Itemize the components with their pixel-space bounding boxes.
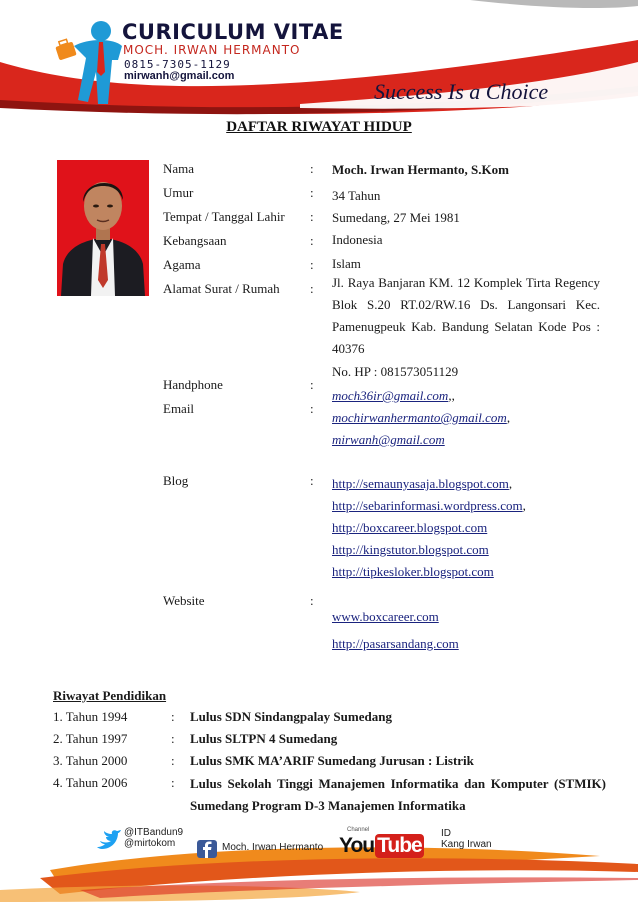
agama-label: Agama bbox=[163, 257, 201, 272]
header-title: CURICULUM VITAE bbox=[122, 20, 344, 44]
footer-banner bbox=[0, 820, 638, 902]
blog-link-1-trail: , bbox=[508, 476, 513, 491]
blog-label: Blog bbox=[163, 473, 189, 488]
nama-separator: : bbox=[310, 161, 314, 176]
facebook-name: Moch. Irwan Hermanto bbox=[222, 842, 324, 853]
document-title: DAFTAR RIWAYAT HIDUP bbox=[226, 119, 412, 135]
email-link-1[interactable]: moch36ir@gmail.com,, bbox=[332, 388, 455, 403]
kebangsaan-value: Indonesia bbox=[332, 232, 383, 247]
website-separator: : bbox=[310, 593, 314, 608]
blog-link-5[interactable]: http://tipkesloker.blogspot.com bbox=[332, 564, 494, 579]
handphone-label: Handphone bbox=[163, 377, 223, 392]
email-separator: : bbox=[310, 401, 314, 416]
email-link-1-trail: ,, bbox=[448, 388, 455, 403]
kebangsaan-label: Kebangsaan bbox=[163, 233, 227, 248]
header-email: mirwanh@gmail.com bbox=[124, 70, 235, 82]
alamat-label: Alamat Surat / Rumah bbox=[163, 281, 280, 296]
alamat-value: Jl. Raya Banjaran KM. 12 Komplek Tirta Regency Blok S.20 RT.02/RW.16 Ds. Langonsari Kec. Pamenugpeuk Kab. Bandung Selatan Kode Pos : 40376 bbox=[332, 275, 600, 356]
website-label: Website bbox=[163, 593, 205, 608]
education-section-title: Riwayat Pendidikan bbox=[53, 688, 167, 703]
youtube-channel-tag: Channel bbox=[347, 827, 370, 833]
umur-separator: : bbox=[310, 185, 314, 200]
twitter-handle-2: @mirtokom bbox=[124, 838, 176, 849]
website-link-2[interactable]: http://pasarsandang.com bbox=[332, 636, 459, 651]
education-item-4: Lulus Sekolah Tinggi Manajemen Informatika dan Komputer (STMIK) Sumedang Program D-3 Manajemen Informatika bbox=[190, 776, 606, 813]
agama-separator: : bbox=[310, 257, 314, 272]
education-separator-2: : bbox=[171, 731, 175, 746]
youtube-wordmark bbox=[339, 834, 424, 858]
profile-photo bbox=[57, 160, 149, 296]
header-phone: 0815-7305-1129 bbox=[124, 58, 231, 71]
email-link-3[interactable]: mirwanh@gmail.com bbox=[332, 432, 445, 447]
email-link-2-trail: , bbox=[506, 410, 511, 425]
twitter-handle-1: @ITBandun9 bbox=[124, 827, 184, 838]
email-link-2[interactable]: mochirwanhermanto@gmail.com, bbox=[332, 410, 511, 425]
youtube-id-label: ID bbox=[441, 828, 451, 839]
kebangsaan-separator: : bbox=[310, 233, 314, 248]
nama-value: Moch. Irwan Hermanto, S.Kom bbox=[332, 162, 509, 177]
ttl-separator: : bbox=[310, 209, 314, 224]
blog-link-1[interactable]: http://semaunyasaja.blogspot.com, bbox=[332, 476, 513, 491]
blog-link-2-trail: , bbox=[522, 498, 526, 513]
education-item-2: Lulus SLTPN 4 Sumedang bbox=[190, 731, 338, 746]
agama-value: Islam bbox=[332, 256, 361, 271]
umur-value: 34 Tahun bbox=[332, 188, 381, 203]
footer-twitter-handles bbox=[124, 827, 183, 849]
email-label: Email bbox=[163, 401, 195, 416]
alamat-separator: : bbox=[310, 281, 314, 296]
handphone-separator: : bbox=[310, 377, 314, 392]
education-item-1: Lulus SDN Sindangpalay Sumedang bbox=[190, 709, 392, 724]
twitter-bird-icon bbox=[97, 830, 121, 849]
header-motto: Success Is a Choice bbox=[374, 79, 549, 104]
education-year-2: 2. Tahun 1997 bbox=[53, 731, 128, 746]
education-item-3: Lulus SMK MA’ARIF Sumedang Jurusan : Listrik bbox=[190, 753, 474, 768]
blog-link-2[interactable]: http://sebarinformasi.wordpress.com, bbox=[332, 498, 526, 513]
education-year-4: 4. Tahun 2006 bbox=[53, 775, 128, 790]
ttl-label: Tempat / Tanggal Lahir bbox=[163, 209, 285, 224]
facebook-icon bbox=[197, 840, 217, 858]
youtube-tube: Tube bbox=[377, 834, 422, 857]
education-separator-4: : bbox=[171, 775, 175, 790]
ttl-value: Sumedang, 27 Mei 1981 bbox=[332, 210, 460, 225]
education-separator-3: : bbox=[171, 753, 175, 768]
blog-link-4[interactable]: http://kingstutor.blogspot.com bbox=[332, 542, 489, 557]
youtube-id-value: Kang Irwan bbox=[441, 839, 492, 850]
hp-line: No. HP : 081573051129 bbox=[332, 364, 459, 379]
blog-separator: : bbox=[310, 473, 314, 488]
header-name: MOCH. IRWAN HERMANTO bbox=[123, 43, 301, 57]
nama-label: Nama bbox=[163, 161, 195, 176]
youtube-you: You bbox=[339, 834, 375, 857]
education-separator-1: : bbox=[171, 709, 175, 724]
website-link-1[interactable]: www.boxcareer.com bbox=[332, 609, 439, 624]
education-year-1: 1. Tahun 1994 bbox=[53, 709, 128, 724]
youtube-id-block bbox=[441, 828, 492, 850]
umur-label: Umur bbox=[163, 185, 194, 200]
blog-link-3[interactable]: http://boxcareer.blogspot.com bbox=[332, 520, 488, 535]
education-year-3: 3. Tahun 2000 bbox=[53, 753, 128, 768]
